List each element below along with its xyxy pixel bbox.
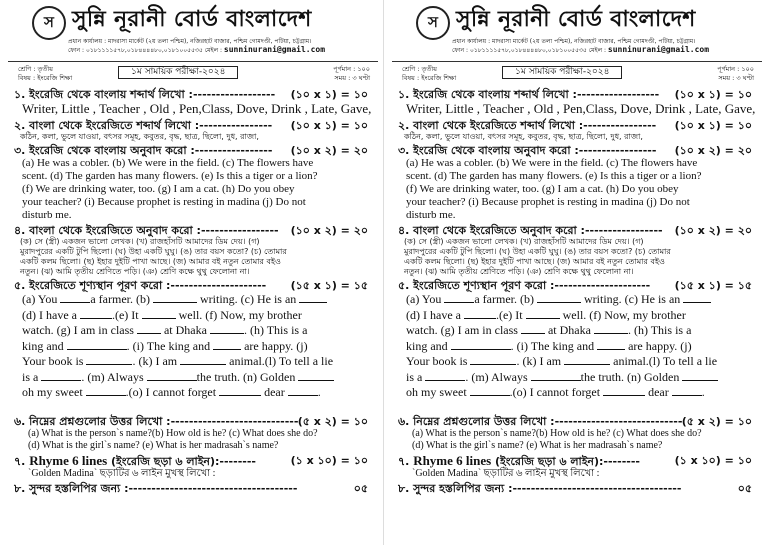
question-2-heading — [8, 119, 378, 132]
marks-time — [333, 65, 370, 83]
q8-dashes: ------------------------------------- — [512, 481, 682, 495]
q7-title-en: Rhyme 6 lines — [29, 452, 108, 468]
contact-line — [68, 46, 378, 55]
q6-line: (d) What is the girl`s name? (e) What is her madrasah`s name? — [28, 439, 279, 451]
exam-title: ১ম সাময়িক পরীক্ষা-২০২৪ — [502, 66, 622, 79]
fill-blank — [137, 324, 161, 334]
q4-title: ৪. বাংলা থেকে ইংরেজিতে অনুবাদ করো : — [14, 224, 201, 237]
fill-blank — [288, 386, 318, 396]
address-line: প্রধান কার্যালয় : মাদরাসা মার্কেট (২য় তলা পশ্চিম), নজিরহাট বাজার, পশ্চিম গোমদণ্ডী, পটিয়া, চট্টগ্রাম। — [452, 38, 696, 45]
question-6-heading — [8, 415, 378, 428]
q5-marks: (১৫ x ১) = ১৫ — [290, 279, 368, 292]
question-8-heading — [392, 482, 762, 495]
fill-blank — [470, 355, 516, 365]
q5-line: (d) I have a .(e) It well. (f) Now, my brother — [22, 307, 302, 322]
q5-line: (a) You a farmer. (b) writing. (c) He is an — [392, 292, 762, 308]
q1-words: Writer, Little , Teacher , Old , Pen,Class, Dove, Drink , Late, Gave, — [406, 101, 756, 116]
fill-blank — [67, 340, 127, 350]
q5-line: oh my sweet .(o) I cannot forget dear . — [406, 385, 705, 399]
q5-title: ৫. ইংরেজিতে শূণ্যস্থান পূরণ করো : — [398, 279, 555, 292]
question-1-heading — [8, 88, 378, 101]
fill-blank — [219, 386, 261, 396]
q5-marks: (১৫ x ১) = ১৫ — [674, 279, 752, 292]
q7-line: `Golden Madina` ছড়াটির ৬ লাইন মুখস্থ লিখো : — [412, 467, 600, 479]
question-4-heading — [392, 224, 762, 237]
email-address: sunninurani@gmail.com — [607, 45, 710, 54]
marks-time — [717, 65, 754, 83]
q2-title: ২. বাংলা থেকে ইংরেজিতে শব্দার্থ লিখো : — [14, 119, 200, 132]
q2-marks: (১০ x ১) = ১০ — [290, 119, 368, 132]
full-marks: পূর্ণমান : ১০০ — [333, 65, 370, 73]
phone-text: ফোন : ০১৮১১১১৫৭৮,০১৮৪৪৪৪৮০,০১৮১০০৫৫৩৫ — [452, 47, 587, 54]
question-1-heading — [392, 88, 762, 101]
question-6-heading — [392, 415, 762, 428]
q7-title-en: Rhyme 6 lines — [413, 452, 492, 468]
question-3-heading — [8, 144, 378, 157]
q3-line: disturb me. — [406, 209, 456, 221]
q3-marks: (১০ x ২) = ২০ — [674, 144, 752, 157]
question-5-heading — [392, 279, 762, 292]
q2-dashes: ---------------- — [583, 119, 657, 132]
fill-blank — [682, 371, 718, 381]
q6-line: (a) What is the person`s name?(b) How old is he? (c) What does she do? — [412, 427, 702, 439]
q6-marks: (৫ x ২) = ১০ — [681, 414, 752, 428]
fill-blank — [86, 386, 126, 396]
fill-blank — [142, 309, 176, 319]
fill-blank — [60, 293, 90, 303]
class-label: শ্রেণি : তৃতীয় — [18, 65, 53, 73]
subject-label: বিষয় : ইংরেজি শিক্ষা — [402, 74, 457, 82]
exam-title: ১ম সাময়িক পরীক্ষা-২০২৪ — [118, 66, 238, 79]
q7-marks: (১ x ১০) = ১০ — [674, 453, 752, 467]
q5-line: king and . (i) The king and are happy. (j) — [406, 338, 692, 353]
class-label: শ্রেণি : তৃতীয় — [402, 65, 437, 73]
exam-meta — [392, 61, 762, 86]
fill-blank — [180, 355, 226, 365]
email-address: sunninurani@gmail.com — [223, 45, 326, 54]
q3-line: (a) He was a cobler. (b) We were in the field. (c) The flowers have — [406, 157, 698, 169]
fill-blank — [41, 371, 81, 381]
class-subject — [402, 65, 456, 83]
phone-text: ফোন : ০১৮১১১১৫৭৮,০১৮৪৪৪৪৮০,০১৮১০০৫৫৩৫ — [68, 47, 203, 54]
q4-line: একটি কলম ছিলো। (ছ) ইহার দুইটি পাখা আছে। (জ) আমার বই নতুন তোমার বইও — [20, 257, 281, 266]
q2-title: ২. বাংলা থেকে ইংরেজিতে শব্দার্থ লিখো : — [398, 119, 584, 132]
q4-line: নতুন। (ঝ) আমি তৃতীয় শ্রেণিতে পড়ি। (ঞ) শ্রেণি কক্ষে থুথু ফেলোনা না। — [20, 267, 250, 276]
contact-line — [452, 46, 762, 55]
fill-blank — [210, 324, 244, 334]
full-marks: পূর্ণমান : ১০০ — [717, 65, 754, 73]
q6-title: ৬. নিম্নের প্রশ্নগুলোর উত্তর লিখো : — [398, 414, 555, 428]
q3-line: (a) He was a cobler. (b) We were in the field. (c) The flowers have — [22, 157, 314, 169]
fill-blank — [147, 371, 197, 381]
q1-dashes: ------------------ — [192, 88, 276, 101]
q8-title: ৮. সুন্দর হস্তলিপির জন্য : — [14, 481, 129, 495]
q3-dashes: ----------------- — [578, 144, 657, 157]
fill-blank — [451, 340, 511, 350]
fill-blank — [425, 371, 465, 381]
q7-line: `Golden Madina` ছড়াটির ৬ লাইন মুখস্থ লিখো : — [28, 467, 216, 479]
class-subject — [18, 65, 72, 83]
fill-blank — [672, 386, 702, 396]
q5-line: Your book is . (k) I am animal.(l) To tell a lie — [406, 354, 718, 368]
fill-blank — [594, 324, 628, 334]
q4-marks: (১০ x ২) = ২০ — [674, 224, 752, 237]
q4-dashes: ----------------- — [200, 224, 279, 237]
question-7-heading: ৭. Rhyme 6 lines (ইংরেজি ছড়া ৬ লাইন):-------- (১ x ১০) = ১০ — [14, 452, 368, 468]
q5-line: is a . (m) Always the truth. (n) Golden — [8, 370, 378, 386]
q8-title: ৮. সুন্দর হস্তলিপির জন্য : — [398, 481, 513, 495]
q6-dashes: ---------------------------- — [170, 414, 299, 428]
question-8-heading — [8, 482, 378, 495]
fill-blank — [537, 293, 581, 303]
q3-line: (f) We are drinking water, too. (g) I am a cat. (h) Do you obey — [22, 183, 295, 195]
fill-blank — [470, 386, 510, 396]
q5-line: Your book is . (k) I am animal.(l) To tell a lie — [22, 354, 334, 368]
paper-header — [8, 0, 378, 38]
fill-blank — [464, 309, 496, 319]
q6-line: (a) What is the person`s name?(b) How old is he? (c) What does she do? — [28, 427, 318, 439]
q5-line: (a) You a farmer. (b) writing. (c) He is an — [8, 292, 378, 308]
q1-marks: (১০ x ১) = ১০ — [290, 88, 368, 101]
fill-blank — [153, 293, 197, 303]
q5-dashes: --------------------- — [554, 279, 651, 292]
q4-line: মুরাদপুরের একটি টুপি ছিলো। (ঘ) উহা একটি ঘুঘু। (ঙ) তার বয়স কতো? (চ) তোমার — [20, 247, 287, 256]
question-2-heading — [392, 119, 762, 132]
fill-blank — [683, 293, 711, 303]
question-3-heading — [392, 144, 762, 157]
fill-blank — [521, 324, 545, 334]
question-7-heading: ৭. Rhyme 6 lines (ইংরেজি ছড়া ৬ লাইন):-------- (১ x ১০) = ১০ — [398, 452, 752, 468]
q8-marks: ০৫ — [353, 481, 368, 495]
paper-header — [392, 0, 762, 38]
q3-line: your teacher? (i) Because prophet is resting in madina (j) Do not — [406, 196, 690, 208]
fill-blank — [213, 340, 241, 350]
fill-blank — [86, 355, 132, 365]
q3-marks: (১০ x ২) = ২০ — [290, 144, 368, 157]
email-label: মেইল : — [204, 47, 222, 54]
fill-blank — [603, 386, 645, 396]
fill-blank — [526, 309, 560, 319]
q3-dashes: ----------------- — [194, 144, 273, 157]
email-label: মেইল : — [588, 47, 606, 54]
q1-dashes: ------------------ — [576, 88, 660, 101]
fill-blank — [299, 293, 327, 303]
q5-line: king and . (i) The king and are happy. (j) — [22, 338, 308, 353]
q4-marks: (১০ x ২) = ২০ — [290, 224, 368, 237]
q4-dashes: ----------------- — [584, 224, 663, 237]
fill-blank — [444, 293, 474, 303]
q8-dashes: ------------------------------------- — [128, 481, 298, 495]
q5-line: watch. (g) I am in class at Dhaka . (h) This is a — [406, 323, 692, 337]
subject-label: বিষয় : ইংরেজি শিক্ষা — [18, 74, 73, 82]
q6-title: ৬. নিম্নের প্রশ্নগুলোর উত্তর লিখো : — [14, 414, 171, 428]
q4-line: (ক) সে (স্ত্রী) একজন ভালো লেখক। (খ) রাজহাঁসটি আমাদের ডিম দেয়। (গ) — [20, 237, 260, 246]
board-title: সুন্নি নূরানী বোর্ড বাংলাদেশ — [456, 7, 696, 32]
question-4-heading — [8, 224, 378, 237]
q5-line: oh my sweet .(o) I cannot forget dear . — [22, 385, 321, 399]
q7-marks: (১ x ১০) = ১০ — [290, 453, 368, 467]
address-line: প্রধান কার্যালয় : মাদরাসা মার্কেট (২য় তলা পশ্চিম), নজিরহাট বাজার, পশ্চিম গোমদণ্ডী, পটিয়া, চট্টগ্রাম। — [68, 38, 312, 45]
q3-line: (f) We are drinking water, too. (g) I am a cat. (h) Do you obey — [406, 183, 679, 195]
board-logo-icon: স — [416, 6, 450, 40]
board-logo-icon: স — [32, 6, 66, 40]
q3-title: ৩. ইংরেজি থেকে বাংলায় অনুবাদ করো : — [14, 144, 195, 157]
fill-blank — [597, 340, 625, 350]
q1-title: ১. ইংরেজি থেকে বাংলায় শব্দার্থ লিখো : — [398, 88, 577, 101]
q5-title: ৫. ইংরেজিতে শূণ্যস্থান পূরণ করো : — [14, 279, 171, 292]
q6-line: (d) What is the girl`s name? (e) What is her madrasah`s name? — [412, 439, 663, 451]
q7-title-bn: (ইংরেজি ছড়া ৬ লাইন) — [111, 454, 216, 468]
question-5-heading — [8, 279, 378, 292]
fill-blank — [564, 355, 610, 365]
q6-marks: (৫ x ২) = ১০ — [297, 414, 368, 428]
fill-blank — [80, 309, 112, 319]
q3-title: ৩. ইংরেজি থেকে বাংলায় অনুবাদ করো : — [398, 144, 579, 157]
q1-words: Writer, Little , Teacher , Old , Pen,Class, Dove, Drink , Late, Gave, — [22, 101, 372, 116]
fill-blank — [298, 371, 334, 381]
q4-title: ৪. বাংলা থেকে ইংরেজিতে অনুবাদ করো : — [398, 224, 585, 237]
q2-marks: (১০ x ১) = ১০ — [674, 119, 752, 132]
q2-words: কঠিন, কলা, ভুলে যাওয়া, বৎসর সমূহ, কবুতর, বৃদ্ধ, ছাত্র, ছিলো, দুধ, রাজা, — [20, 132, 259, 141]
question-paper-right — [384, 0, 768, 545]
q4-line: মুরাদপুরের একটি টুপি ছিলো। (ঘ) উহা একটি ঘুঘু। (ঙ) তার বয়স কতো? (চ) তোমার — [404, 247, 671, 256]
q3-line: your teacher? (i) Because prophet is resting in madina (j) Do not — [22, 196, 306, 208]
q8-marks: ০৫ — [737, 481, 752, 495]
q4-line: নতুন। (ঝ) আমি তৃতীয় শ্রেণিতে পড়ি। (ঞ) শ্রেণি কক্ষে থুথু ফেলোনা না। — [404, 267, 634, 276]
q5-line: (d) I have a .(e) It well. (f) Now, my brother — [406, 307, 686, 322]
q2-words: কঠিন, কলা, ভুলে যাওয়া, বৎসর সমূহ, কবুতর, বৃদ্ধ, ছাত্র, ছিলো, দুধ, রাজা, — [404, 132, 643, 141]
q5-line: watch. (g) I am in class at Dhaka . (h) This is a — [22, 323, 308, 337]
q1-title: ১. ইংরেজি থেকে বাংলায় শব্দার্থ লিখো : — [14, 88, 193, 101]
exam-meta — [8, 61, 378, 86]
q5-dashes: --------------------- — [170, 279, 267, 292]
q4-line: (ক) সে (স্ত্রী) একজন ভালো লেখক। (খ) রাজহাঁসটি আমাদের ডিম দেয়। (গ) — [404, 237, 644, 246]
fill-blank — [531, 371, 581, 381]
q7-dashes: :-------- — [599, 454, 640, 468]
board-title: সুন্নি নূরানী বোর্ড বাংলাদেশ — [72, 7, 312, 32]
q3-line: scent. (d) The garden has many flowers. (e) Is this a tiger or a lion? — [406, 170, 702, 182]
q7-title-bn: (ইংরেজি ছড়া ৬ লাইন) — [495, 454, 600, 468]
q3-line: disturb me. — [22, 209, 72, 221]
exam-time: সময় : ৩ ঘণ্টা — [718, 74, 754, 82]
q7-dashes: :-------- — [215, 454, 256, 468]
exam-time: সময় : ৩ ঘণ্টা — [334, 74, 370, 82]
q1-marks: (১০ x ১) = ১০ — [674, 88, 752, 101]
q3-line: scent. (d) The garden has many flowers. (e) Is this a tiger or a lion? — [22, 170, 318, 182]
q4-line: একটি কলম ছিলো। (ছ) ইহার দুইটি পাখা আছে। (জ) আমার বই নতুন তোমার বইও — [404, 257, 665, 266]
q6-dashes: ---------------------------- — [554, 414, 683, 428]
q5-line: is a . (m) Always the truth. (n) Golden — [392, 370, 762, 386]
q2-dashes: ---------------- — [199, 119, 273, 132]
